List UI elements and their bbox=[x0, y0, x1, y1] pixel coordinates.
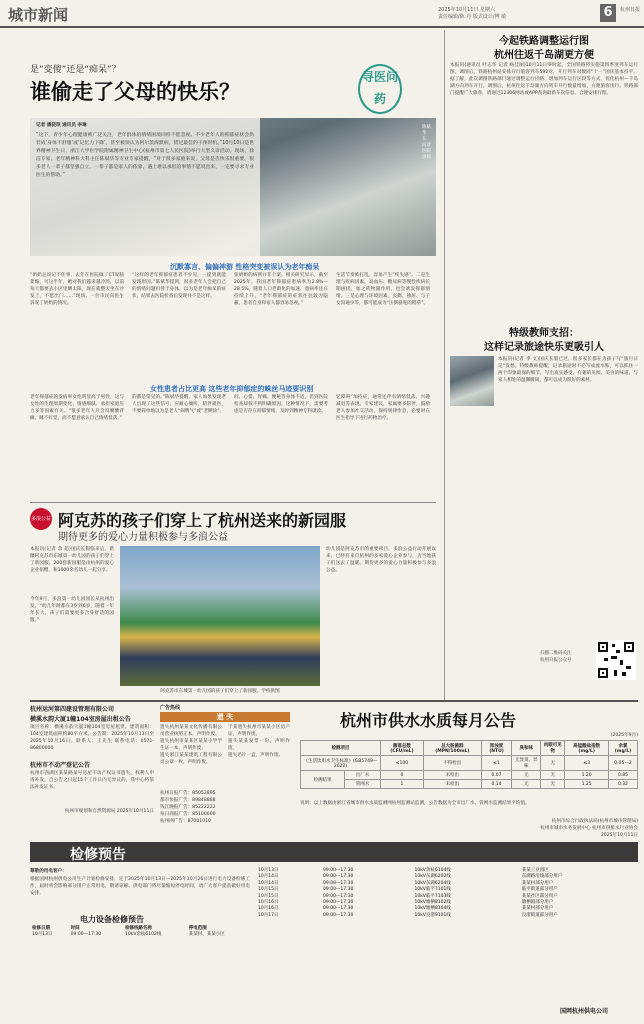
company-sub: 横溪水韵大厦1幢104室房屋出租公告 bbox=[30, 716, 131, 723]
section-title: 城市新闻 bbox=[8, 6, 69, 24]
repair-row: 10月17日 09:00—17:30 10kV良渚9101线 良渚街道部分用户 bbox=[258, 912, 558, 918]
repair-row: 10月14日 09:00—17:30 10kV东湖6204线 某某村部分用户 bbox=[258, 880, 554, 886]
water-note: 说明：以上数据由浙江省城市供水水质监测网杭州监测站监测，公告数据为全市出厂水、管网水监测结果平均值。 bbox=[300, 801, 530, 806]
rail-story1-sub: 杭州往返千岛湖更方便 bbox=[494, 50, 594, 61]
rule-notices bbox=[30, 700, 638, 702]
repair-row: 10月15日 09:00—17:30 10kV临平7103线 某某社区部分用户 bbox=[258, 893, 558, 899]
ad-title: 广告热线 bbox=[160, 705, 181, 711]
lead-text: “这下，青少年心理健康被广泛关注，老年群体的情绪困境同样不能忽视。不少老年人的抑郁症状会伪装成‘身体不舒服’或‘记忆力下降’，甚至被误认为阿尔茨海默病，错过最佳的干预时机。”10月10日是世界精神卫生日，浙江大学医学院附属精神卫生中心(杭州市第七人民医院)举行大型义诊活动。现场，徐洁专家、老年精神科大科主任陈斌华等专业专家提醒，“对于很多家庭来说，父母是否快乐很重要，很多老人一辈子都坚强自立，一辈子都是家人的依靠，遇上难以承担的事情不愿说出来，一定要寻求专业医生的帮助。” bbox=[36, 133, 254, 178]
story-kicker: 是“变傻”还是“痴呆”？ bbox=[30, 65, 121, 75]
repair-body: 根据国网杭州供电公司生产计划检修安排，定于2025年10月13日—2025年10月26日进行电力设备检修工作，届时将会影响部分用户正常用电，敬请谅解。供电部门将尽量缩短停电时间，请广大客户提前做好用电安排。 bbox=[30, 877, 250, 896]
company-body: 项目名称：横溪水韵大厦1幢104室房屋租赁。建筑面积：104室建筑面积约80平方米。公告期：2025年10月13日至2025年10月16日。联系人：王先生 联系电话：0571-86800000 bbox=[30, 725, 154, 751]
clerk-body: 杭州市西湖区某某路某号房屋不动产权证书遗失，权利人申请补发。自公告之日起15个工作日内无异议的，我中心将依法补发证书。 bbox=[30, 771, 154, 790]
repair-table-right bbox=[256, 868, 638, 919]
repair-table-title: 电力设备检修预告 bbox=[80, 915, 144, 924]
page-header bbox=[0, 0, 644, 28]
repair-row: 10月16日 09:00—17:30 10kV塘栖8102线 塘栖镇部分用户 bbox=[258, 900, 554, 906]
kg-subtitle: 期待更多的爱心力量积极参与多浪公益 bbox=[58, 532, 228, 543]
rule-top bbox=[30, 502, 436, 503]
body-col-5: 老年抑郁症的发病率女性明显高于男性，这与女性的生理周期变化、情感细腻、承担家庭压力多等因素有关。“很多老年人只会说腰酸背痛、睡不好觉，而不愿意承认自己情绪低落。” bbox=[30, 395, 124, 421]
column-logo: 寻医问药 bbox=[358, 64, 402, 114]
body-col-1: “奶奶总说记不住事，去年在医院做了CT说脑萎缩，可这半年，她对我们越来越冷淡，以前每天都要去小区里晒太阳，现在就整天坐在沙发上，不愿出门……”现场，一位市民向医生诉说了奶奶的情况。 bbox=[30, 273, 124, 306]
repair-row: 10月14日 09:00—17:30 10kV东湖6202线 东湖路沿线部分用户 bbox=[258, 874, 563, 880]
qr-caption: 扫描二维码关注 杭州日报公众号 bbox=[540, 651, 572, 663]
repair-row: 10月13日 09:00—17:30 10kV余杭6104线 某某工业园区 bbox=[258, 868, 549, 873]
repair-table-left: 检修日期 时间 检修线路名称 停电范围 10月13日 09:00—17:30 10kV余杭6102线 某某村、某某小区 bbox=[30, 926, 250, 939]
rail-story2-title: 特级教师支招： bbox=[509, 328, 579, 339]
body-col-6: 的都是常见的。”陈斌华提醒，家人如果发现老人出现了这些信号，应耐心倾听，陪伴就医，不要简单地以为是老人“闹脾气”或“老糊涂”。 bbox=[132, 395, 226, 414]
byline: 记者 潘骁珉 通讯员 李琳 bbox=[36, 123, 87, 128]
company-title: 杭州运河第四建设管理有限公司 bbox=[30, 706, 115, 713]
paper-logo: 杭州日报 bbox=[620, 7, 641, 13]
rail-story1-title: 今起铁路调整运行图 bbox=[499, 36, 589, 47]
kg-photo-caption: 阿克苏市东城第一幼儿园的孩子们穿上了新园服。学校供图 bbox=[160, 689, 280, 694]
subhead-1: 沉默寡言、偏偏神游 性格突变被误认为老年痴呆 bbox=[170, 263, 320, 271]
kg-title: 阿克苏的孩子们穿上了杭州送来的新园服 bbox=[58, 511, 347, 530]
water-footer: 杭州市综合行政执法局(杭州市城市管理局) 杭州市城市水务发展中心 杭州市供排水行业协会 2025年10月11日 bbox=[540, 819, 638, 838]
qr-code[interactable] bbox=[596, 640, 636, 680]
clerk-title: 杭州市不动产登记公告 bbox=[30, 762, 91, 769]
body-col-2: “这样的老年抑郁症患者不少见，一提到就能发现原因。”陈斌华提到，很多老年人会把自己的情绪问题归咎于身体，以为是老年痴呆的症状，结果去医院检查后发现并不是这样。 bbox=[132, 273, 226, 299]
rail-story2-sub: 这样记录旅途快乐更吸引人 bbox=[484, 342, 604, 353]
lead-panel bbox=[30, 118, 260, 256]
badge-duolang: 多浪公益 bbox=[30, 508, 52, 530]
subhead-2: 女性患者占比更高 这些老年抑郁症的蛛丝马迹要识别 bbox=[150, 385, 314, 393]
repair-footer: 国网杭州供电公司 bbox=[560, 1008, 609, 1015]
photo-caption: 陈斌华 在 问诊 医院供图 bbox=[422, 125, 431, 160]
kg-body-2: 今年9月，多浪第一幼儿园园长从杭州出发，“幼儿年龄都在3岁到6岁，随着一年年长大，孩子们需要更多合身舒适的园服。” bbox=[30, 597, 114, 623]
repair-title: 检修预告 bbox=[70, 847, 126, 863]
ad-lines: 杭州日报广告：85052895 都市快报广告：89848888 钱江晚报广告：85222222 每日商报广告：85100000 杭州网广告：87001010 bbox=[160, 791, 216, 824]
body-col-3: 张奶奶的病例并非个案。相关研究显示，截至2025年，我国老年抑郁症患病率为2.8%—28.5%，随着人口老龄化的加速，患病率还在持续上升。“老年抑郁症的症状往往较为隐蔽，患者自身和家人都容易忽视。” bbox=[234, 273, 328, 306]
water-title: 杭州市供水水质每月公告 bbox=[340, 711, 517, 730]
rail-story2-body: 本报讯(记者 李 文)国庆长假已过，很多家长都在为孩子写“旅行日记”发愁。特级教师提醒，记录旅途时不必写成流水账，可以抓住一两个印象最深的细节，写出真实感受。有趣的见闻、美食的味道、与家人相处的温馨瞬间，都可以成为很好的素材。 bbox=[498, 357, 638, 383]
repair-row: 10月15日 09:00—17:30 10kV临平7101线 临平街道部分用户 bbox=[258, 887, 558, 893]
issue-date: 2025年10月11日 星期六 责任编辑/陈 丹 版式设计/傅 敏 bbox=[438, 7, 507, 20]
lost-list-2: 于某遗失杭州市某某小区房产证，声明作废。 遗失某某发票一份，声明作废。 遗失名片一盒，声明作废。 bbox=[228, 725, 290, 758]
repair-row: 10月13日 09:00—17:30 10kV余杭6102线 某某村、某某小区 bbox=[32, 932, 225, 938]
kg-body-1: 本报讯(记者 余 超)国庆长假临来后，新疆阿克苏市东城第一幼儿园的孩子们穿上了新园服。200套新园服是由杭州的爱心企业捐赠，和1000余名幼儿一起分享。 bbox=[30, 547, 114, 573]
clerk-footer: 杭州市规划和自然资源局 2025年10月11日 bbox=[64, 809, 154, 814]
lost-header: 遗 失 bbox=[160, 712, 290, 722]
repair-banner bbox=[30, 842, 638, 862]
repair-row: 10月16日 09:00—17:30 10kV塘栖8104线 某某村部分用户 bbox=[258, 906, 554, 912]
body-col-7: 问、心慌、胃痛、便秘等身体不适，但到医院检查却找不到明确原因。这种情况下，需要考虑是否存在抑郁情绪，及时到精神专科就诊。 bbox=[234, 395, 328, 414]
lost-list: 遗失杭州某某文化传播有限公司营业执照正本，声明作废。 遗失杭州市某某区某某小学学生证一本，声明作废。 遗失浙江某某建筑工程有限公司公章一枚，声明作废。 bbox=[160, 725, 222, 765]
repair-intro: 尊敬的用电客户： bbox=[30, 869, 67, 874]
body-col-8: 忆障碍”加持症，通常还伴有情绪低落、兴趣减退等表现。专家建议，家属要多陪伴，鼓励老人参加社交活动，保持规律作息，必要时在医生指导下进行药物治疗。 bbox=[336, 395, 430, 421]
hero-photo bbox=[30, 118, 436, 256]
rail-story1-body: 本报讯(通讯员 叶志华 记者 杨佳丽)10月11日零时起，全国铁路将实施第四季度列车运行图。调图后，铁路杭州站安排开行旅客列车592对，开行列车对数同“十一”国庆基本持平。据了解，此次调图铁路部门通过调整运行径路、增加列车运行区段等方式，优化杭州—千岛湖方向列车开行。调图后，杭州往返千岛湖方向列车开行数量增加，方便旅客出行。铁路部门提醒广大旅客，请通过12306网站或APP查询最新车次信息，合理安排行程。 bbox=[450, 63, 638, 96]
kg-body-3: 幼儿园是阿克苏市的重要项目，多浪公益行动开展以来，已经有来自杭州的多家爱心企业参与，为当地孩子们送去了温暖。期待更多的爱心力量积极参与多浪公益。 bbox=[326, 547, 436, 573]
story-headline: 谁偷走了父母的快乐？ bbox=[30, 80, 240, 104]
page-number: 6 bbox=[600, 4, 616, 22]
body-col-4: 生活节奏被打乱，容易产生“疾失感”。二是生理与疾病因素，高血压、糖尿病等慢性疾病长期困扰，加之药物副作用，也会诱发抑郁情绪。三是心理与环境因素，丧偶、独居、与子女沟通少等，都可能成为“压倒骆驼的稻草”。 bbox=[336, 273, 430, 306]
water-unit: (2025年9月) bbox=[610, 733, 638, 738]
kg-photo bbox=[120, 546, 320, 686]
water-table: 检测项目 菌落总数(CFU/mL) 总大肠菌群(MPN/100mL) 浑浊度(NTU) 臭和味 肉眼可见物 高锰酸盐指数(mg/L) 余氯(mg/L) 《生活饮用水卫生标准》(GB5749—2022) ≤100 不得检出 ≤1 无异臭、异味 无 ≤3 0.05—2 检测结果 出厂水 0 未检出 0.07 无 无 1.20 0.85 管网水 1 未检出 0.14 无 无 1.25 0.32 bbox=[300, 740, 638, 789]
rail-divider bbox=[444, 30, 445, 700]
rail-portrait bbox=[450, 356, 494, 406]
